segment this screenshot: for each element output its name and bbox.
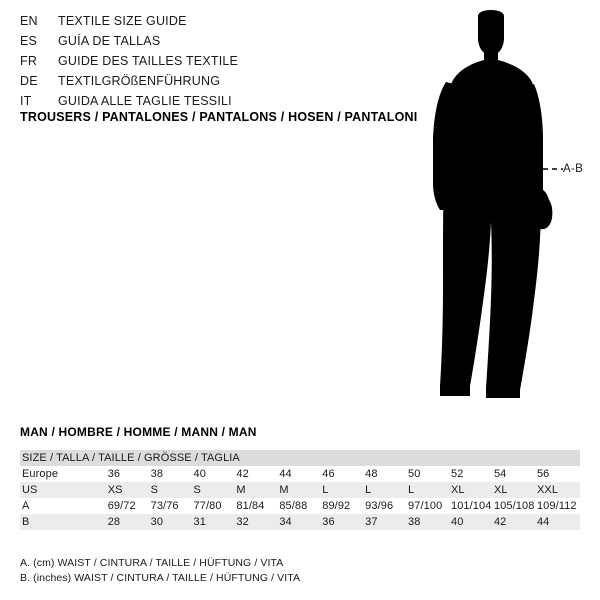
- language-text: GUÍA DE TALLAS: [58, 34, 161, 48]
- table-row: [20, 514, 580, 530]
- language-code: FR: [20, 54, 38, 68]
- cell: 38: [150, 468, 164, 480]
- table-row-header: [20, 450, 580, 466]
- cell: 50: [408, 468, 421, 480]
- language-code: ES: [20, 34, 38, 48]
- cell: XS: [108, 482, 151, 498]
- row-label: A: [22, 500, 30, 512]
- measure-label-ab: A-B: [563, 163, 584, 175]
- cell: 40: [193, 468, 206, 480]
- cell: 81/84: [236, 500, 265, 512]
- language-code: EN: [20, 14, 38, 28]
- cell: S: [194, 482, 237, 498]
- cell: 40: [451, 514, 494, 530]
- cell: S: [151, 482, 194, 498]
- cell: 30: [151, 514, 194, 530]
- cell: 52: [450, 468, 464, 480]
- language-code: DE: [20, 74, 38, 88]
- footnote-b: B. (inches) WAIST / CINTURA / TAILLE / HÜFTUNG / VITA: [20, 572, 301, 584]
- cell: 85/88: [279, 500, 308, 512]
- cell: 42: [236, 468, 249, 480]
- footnotes: [20, 556, 300, 586]
- cell: L: [408, 482, 451, 498]
- table-row: [20, 482, 580, 498]
- language-list: [20, 14, 380, 114]
- language-row: [20, 54, 380, 74]
- language-text: TEXTILE SIZE GUIDE: [58, 14, 187, 28]
- cell: 36: [322, 514, 365, 530]
- cell: 105/108: [493, 500, 535, 512]
- cell: M: [279, 482, 322, 498]
- table-header-label: SIZE / TALLA / TAILLE / GRÖSSE / TAGLIA: [20, 450, 580, 466]
- language-row: [20, 34, 380, 54]
- cell: 48: [365, 468, 378, 480]
- cell: 37: [365, 514, 408, 530]
- language-text: GUIDE DES TAILLES TEXTILE: [58, 54, 239, 68]
- figure-illustration: [400, 8, 600, 408]
- cell: 38: [408, 514, 451, 530]
- table-row: [20, 466, 580, 482]
- cell: 28: [108, 514, 151, 530]
- cell: 54: [493, 468, 507, 480]
- cell: 56: [536, 468, 550, 480]
- cell: 109/112: [536, 500, 577, 512]
- row-label: B: [20, 514, 108, 530]
- cell: 77/80: [193, 500, 222, 512]
- garment-type-title: TROUSERS / PANTALONES / PANTALONS / HOSEN / PANTALONI: [20, 110, 418, 124]
- language-code: IT: [20, 94, 32, 108]
- cell: 101/104: [450, 500, 492, 512]
- cell: 44: [279, 468, 292, 480]
- cell: 73/76: [150, 500, 179, 512]
- section-title-man: MAN / HOMBRE / HOMME / MANN / MAN: [20, 425, 257, 439]
- row-label: Europe: [22, 468, 59, 480]
- cell: 93/96: [365, 500, 394, 512]
- cell: M: [236, 482, 279, 498]
- cell: 31: [194, 514, 237, 530]
- cell: XL: [494, 482, 537, 498]
- cell: 34: [279, 514, 322, 530]
- cell: 89/92: [322, 500, 351, 512]
- cell: 42: [494, 514, 537, 530]
- table-row: [20, 498, 580, 514]
- cell: 46: [322, 468, 335, 480]
- cell: L: [365, 482, 408, 498]
- cell: 32: [236, 514, 279, 530]
- language-text: TEXTILGRÖßENFÜHRUNG: [58, 74, 221, 88]
- language-text: GUIDA ALLE TAGLIE TESSILI: [58, 94, 232, 108]
- cell: XL: [451, 482, 494, 498]
- size-table: [20, 450, 580, 530]
- cell: 36: [107, 468, 121, 480]
- man-silhouette-icon: [400, 8, 600, 408]
- cell: 44: [537, 514, 580, 530]
- cell: XXL: [537, 482, 580, 498]
- language-row: [20, 14, 380, 34]
- language-row: [20, 74, 380, 94]
- cell: 69/72: [107, 500, 136, 512]
- cell: 97/100: [408, 500, 443, 512]
- footnote-a: A. (cm) WAIST / CINTURA / TAILLE / HÜFTUNG / VITA: [20, 557, 284, 569]
- cell: L: [322, 482, 365, 498]
- row-label: US: [20, 482, 108, 498]
